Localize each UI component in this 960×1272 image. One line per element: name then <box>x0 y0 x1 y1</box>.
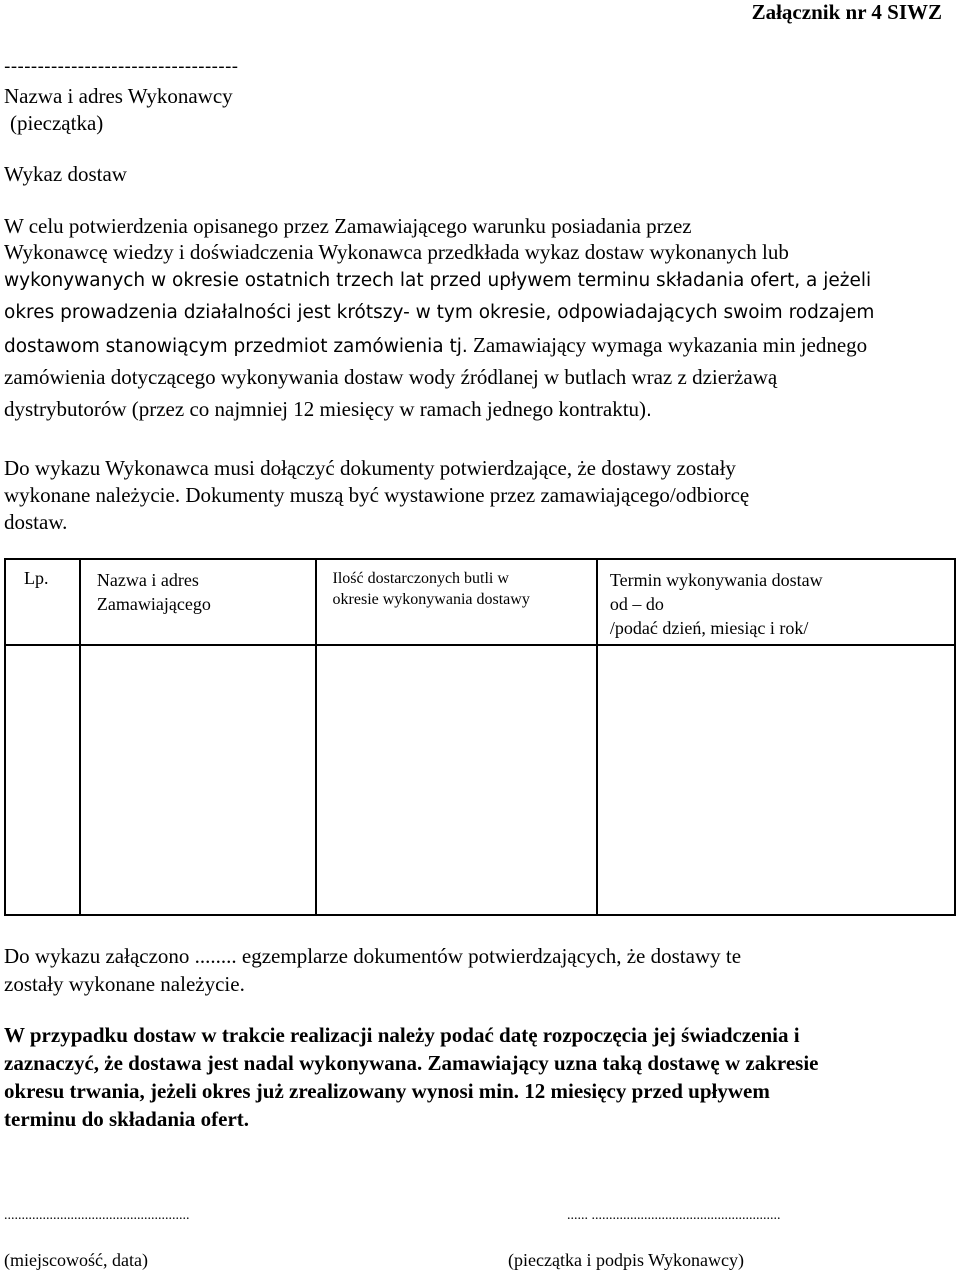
header-term-line: od – do <box>609 594 664 614</box>
intro-line-part: Zamawiający wymaga wykazania min jednego <box>467 333 868 357</box>
attached-note-line: zostały wykonane należycie. <box>4 972 245 996</box>
table-row <box>5 645 955 915</box>
attachment-line: dostaw. <box>4 510 68 534</box>
table-header-row <box>5 559 955 645</box>
intro-line: Wykonawcę wiedzy i doświadczenia Wykonawca przedkłada wykaz dostaw wykonanych lub <box>4 240 789 264</box>
bold-note-line: terminu do składania ofert. <box>4 1107 250 1131</box>
table-cell-quantity[interactable] <box>316 645 597 915</box>
header-quantity-line: Ilość dostarczonych butli w <box>332 570 509 587</box>
attached-documents-note <box>4 942 741 998</box>
intro-line-part: . <box>646 400 652 421</box>
header-cell-lp <box>5 559 80 645</box>
table-cell-name[interactable] <box>80 645 316 915</box>
header-cell-term <box>597 559 955 645</box>
attached-note-line: Do wykazu załączono ........ egzemplarze dokumentów potwierdzających, że dostawy te <box>4 944 742 968</box>
intro-line: okres prowadzenia działalności jest krótszy- w tym okresie, odpowiadających swoim rodzajem <box>4 302 875 323</box>
attachment-line-part: . Dokumenty muszą być wystawione przez zamawiającego/odbiorcę <box>174 483 750 507</box>
attachment-line-part: wykonane należycie <box>4 483 175 507</box>
header-name-line: Zamawiającego <box>96 594 211 614</box>
intro-line-part: dystrybutorów (przez co najmniej 12 miesięcy w ramach jednego kontraktu) <box>4 397 647 421</box>
intro-paragraph <box>4 213 959 425</box>
contractor-stamp-label: (pieczątka) <box>10 111 104 135</box>
intro-line: W celu potwierdzenia opisanego przez Zamawiającego warunku posiadania przez <box>4 214 692 238</box>
header-name-label <box>81 560 315 616</box>
contractor-name-label: Nazwa i adres Wykonawcy <box>4 84 233 108</box>
header-cell-quantity <box>316 559 597 645</box>
contractor-dash-line: ----------------------------------- <box>4 56 239 77</box>
header-name-line: Nazwa i adres <box>96 570 199 590</box>
bold-note-line: W przypadku dostaw w trakcie realizacji należy podać datę rozpoczęcia jej świadczenia i <box>4 1023 800 1047</box>
intro-line: zamówienia dotyczącego wykonywania dostaw wody źródlanej w butlach wraz z dzierżawą <box>4 365 778 389</box>
attachment-paragraph <box>4 455 749 536</box>
attachment-line <box>4 482 749 509</box>
table-cell-lp[interactable] <box>5 645 80 915</box>
intro-line-part: dostawom stanowiącym przedmiot zamówienia tj. <box>4 336 468 357</box>
bold-note-line: okresu trwania, jeżeli okres już zrealizowany wynosi min. 12 miesięcy przed upływem <box>4 1079 770 1103</box>
intro-line <box>4 329 959 361</box>
header-term-line: /podać dzień, miesiąc i rok/ <box>609 618 809 638</box>
place-date-field[interactable]: ..................................................... <box>4 1208 190 1223</box>
section-title: Wykaz dostaw <box>4 162 127 186</box>
signature-label: (pieczątka i podpis Wykonawcy) <box>508 1250 745 1270</box>
attachment-line: Do wykazu Wykonawca musi dołączyć dokumenty potwierdzające, że dostawy zostały <box>4 456 736 480</box>
intro-line <box>4 393 959 425</box>
signature-field[interactable]: ...... ...................................................... <box>567 1208 781 1223</box>
table-cell-term[interactable] <box>597 645 955 915</box>
header-lp-label: Lp. <box>24 568 49 588</box>
header-quantity-line: okresie wykonywania dostawy <box>332 591 530 608</box>
bold-note-line: zaznaczyć, że dostawa jest nadal wykonywana. Zamawiający uzna taką dostawę w zakresie <box>4 1051 819 1075</box>
header-quantity-label <box>317 560 596 610</box>
header-term-label <box>598 560 954 640</box>
header-cell-name <box>80 559 316 645</box>
intro-line: wykonywanych w okresie ostatnich trzech lat przed upływem terminu składania ofert, a jeżeli <box>4 270 872 291</box>
place-date-label: (miejscowość, data) <box>4 1250 148 1270</box>
header-term-line: Termin wykonywania dostaw <box>609 570 823 590</box>
document-header-title: Załącznik nr 4 SIWZ <box>751 0 942 24</box>
deliveries-table <box>4 558 956 916</box>
ongoing-deliveries-note <box>4 1021 818 1133</box>
